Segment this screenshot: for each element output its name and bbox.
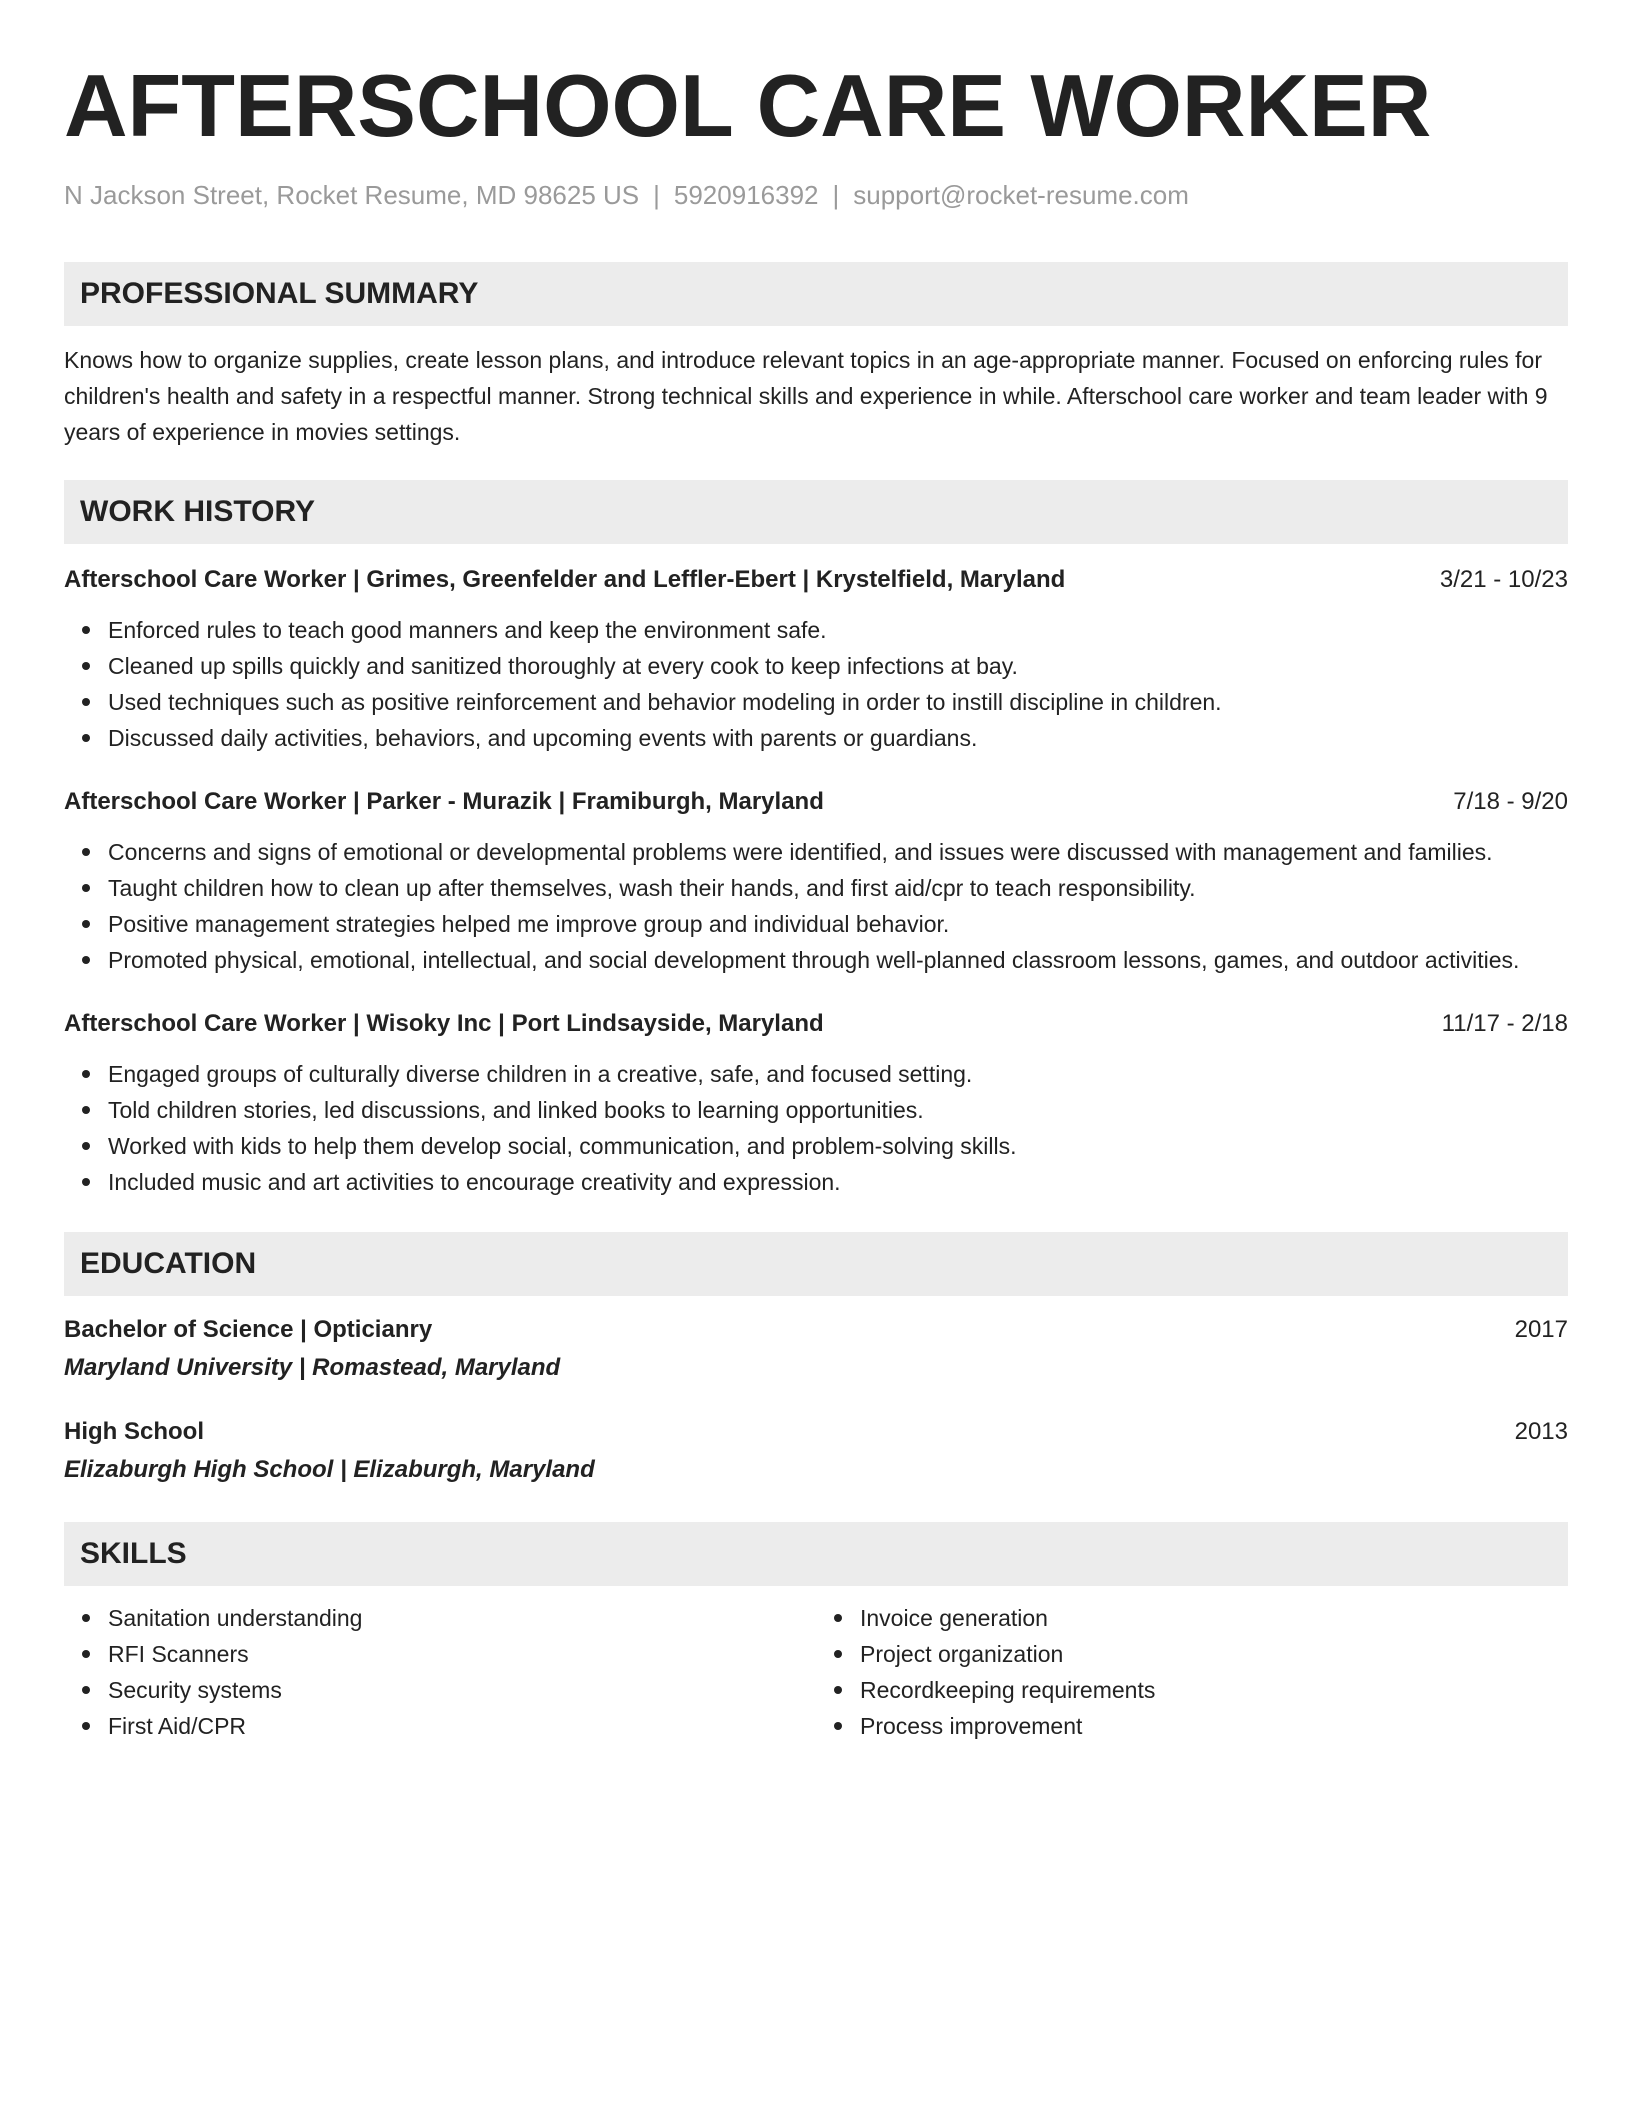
job-header — [64, 1006, 1568, 1042]
job-bullet: Engaged groups of culturally diverse children in a creative, safe, and focused setting. — [108, 1056, 1568, 1092]
contact-phone: 5920916392 — [673, 180, 819, 210]
job-bullet: Taught children how to clean up after themselves, wash their hands, and first aid/cpr to teach responsibility. — [108, 870, 1568, 906]
skill-item: Invoice generation — [860, 1600, 1568, 1636]
education-year: 2013 — [1514, 1418, 1568, 1445]
resume-page — [64, 0, 1568, 1744]
contact-email: support@rocket-resume.com — [853, 180, 1189, 210]
skill-item: Project organization — [860, 1636, 1568, 1672]
education-degree: Bachelor of Science | Opticianry — [64, 1316, 433, 1343]
job-heading: Afterschool Care Worker | Wisoky Inc | Port Lindsayside, Maryland — [64, 1010, 824, 1037]
contact-line — [64, 178, 1568, 212]
job-bullets — [64, 612, 1568, 756]
job-bullets — [64, 834, 1568, 978]
skills-column-right — [816, 1600, 1568, 1744]
section-header-skills: SKILLS — [64, 1522, 1568, 1586]
skill-item: Process improvement — [860, 1708, 1568, 1744]
skill-item: RFI Scanners — [108, 1636, 816, 1672]
job-entry — [64, 784, 1568, 978]
section-header-education: EDUCATION — [64, 1232, 1568, 1296]
job-header — [64, 562, 1568, 598]
job-bullets — [64, 1056, 1568, 1200]
job-dates: 7/18 - 9/20 — [1453, 788, 1568, 815]
education-header — [64, 1414, 1568, 1450]
skill-item: Recordkeeping requirements — [860, 1672, 1568, 1708]
section-header-summary: PROFESSIONAL SUMMARY — [64, 262, 1568, 326]
job-bullet: Used techniques such as positive reinforcement and behavior modeling in order to instill discipline in children. — [108, 684, 1568, 720]
job-bullet: Promoted physical, emotional, intellectual, and social development through well-planned classroom lessons, games, and outdoor activities. — [108, 942, 1568, 978]
section-header-work-history: WORK HISTORY — [64, 480, 1568, 544]
summary-text: Knows how to organize supplies, create lesson plans, and introduce relevant topics in an age-appropriate manner. Focused on enforcing rules for children's health and safety in a respectful manner. Strong technical skills and experience in while. Afterschool care worker and team leader with 9 years of experience in movies settings. — [64, 347, 1548, 445]
job-entry — [64, 1006, 1568, 1200]
education-entry — [64, 1414, 1568, 1490]
job-dates: 11/17 - 2/18 — [1441, 1010, 1568, 1037]
job-bullet: Enforced rules to teach good manners and keep the environment safe. — [108, 612, 1568, 648]
candidate-name: AFTERSCHOOL CARE WORKER — [64, 56, 1432, 155]
education-degree: High School — [64, 1418, 204, 1445]
job-bullet: Concerns and signs of emotional or developmental problems were identified, and issues were discussed with management and families. — [108, 834, 1568, 870]
education-year: 2017 — [1514, 1316, 1568, 1343]
job-bullet: Included music and art activities to encourage creativity and expression. — [108, 1164, 1568, 1200]
job-bullet: Told children stories, led discussions, and linked books to learning opportunities. — [108, 1092, 1568, 1128]
job-entry — [64, 562, 1568, 756]
job-bullet: Discussed daily activities, behaviors, and upcoming events with parents or guardians. — [108, 720, 1568, 756]
job-bullet: Cleaned up spills quickly and sanitized thoroughly at every cook to keep infections at bay. — [108, 648, 1568, 684]
education-school: Maryland University | Romastead, Maryland — [64, 1354, 561, 1381]
job-dates: 3/21 - 10/23 — [1439, 566, 1568, 593]
job-heading: Afterschool Care Worker | Parker - Murazik | Framiburgh, Maryland — [64, 788, 824, 815]
education-school: Elizaburgh High School | Elizaburgh, Maryland — [64, 1456, 595, 1483]
skill-item: Sanitation understanding — [108, 1600, 816, 1636]
contact-separator: | — [832, 180, 840, 210]
education-header — [64, 1312, 1568, 1348]
skills-list — [64, 1600, 1568, 1744]
skills-column-left — [64, 1600, 816, 1744]
job-bullet: Positive management strategies helped me improve group and individual behavior. — [108, 906, 1568, 942]
skill-item: Security systems — [108, 1672, 816, 1708]
job-bullet: Worked with kids to help them develop social, communication, and problem-solving skills. — [108, 1128, 1568, 1164]
contact-address: N Jackson Street, Rocket Resume, MD 98625 US — [64, 180, 640, 210]
skill-item: First Aid/CPR — [108, 1708, 816, 1744]
education-entry — [64, 1312, 1568, 1388]
job-header — [64, 784, 1568, 820]
contact-separator: | — [653, 180, 660, 210]
job-heading: Afterschool Care Worker | Grimes, Greenfelder and Leffler-Ebert | Krystelfield, Maryland — [64, 566, 1066, 593]
